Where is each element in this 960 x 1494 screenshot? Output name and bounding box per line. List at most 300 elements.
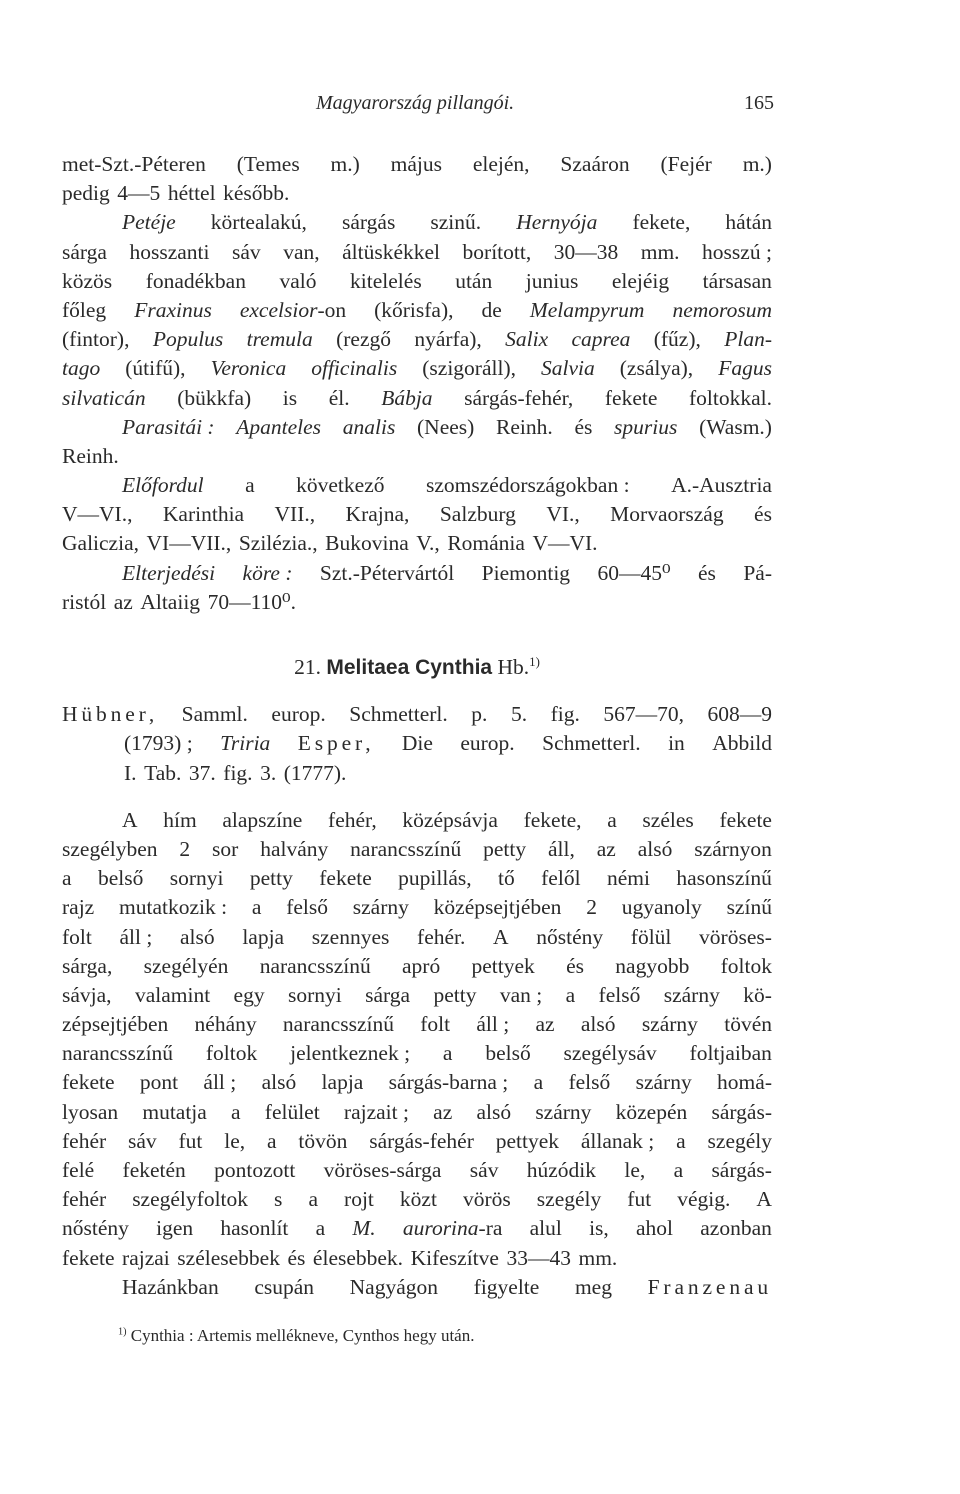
word: pettyek — [471, 953, 535, 978]
running-header — [0, 92, 960, 122]
word: húzódik — [526, 1158, 597, 1182]
author-name: Hübner, — [62, 702, 159, 727]
word: Petéje — [122, 210, 176, 235]
word: tövön — [298, 1128, 348, 1153]
word: mm. — [578, 1245, 618, 1270]
species-name: Populus — [152, 327, 224, 352]
word: fekete — [604, 385, 658, 410]
word: foltjaiban — [689, 1041, 772, 1066]
word: ugyanoly — [621, 895, 702, 920]
word — [240, 296, 346, 325]
species-name: M. — [352, 1216, 376, 1241]
word: Samml. — [181, 702, 248, 727]
word: következő — [296, 473, 385, 498]
word: pettyek — [495, 1128, 560, 1153]
footnote-marker: 1) — [118, 1326, 127, 1338]
word: (1777). — [283, 760, 347, 785]
word: apró — [402, 953, 441, 978]
word: a — [442, 1041, 453, 1066]
species-heading — [62, 653, 772, 682]
word: V., — [416, 531, 440, 556]
word: sárgás- — [711, 1099, 772, 1124]
text-line — [62, 296, 772, 325]
word: Bábja — [381, 385, 433, 410]
word: m.) — [330, 152, 360, 176]
word: szárny — [352, 895, 409, 920]
text-line — [62, 179, 772, 208]
word: felső — [568, 1070, 611, 1095]
word: Schmetterl. — [542, 731, 641, 756]
word: ahol — [636, 1216, 674, 1241]
word: fekete — [319, 866, 372, 891]
word: szennyes — [311, 924, 390, 949]
spacer — [62, 682, 772, 700]
text-line — [62, 806, 772, 835]
text-line — [62, 1010, 772, 1039]
text-line — [62, 864, 772, 893]
word: feketén — [122, 1158, 186, 1182]
text-line — [62, 325, 772, 354]
word: van, — [283, 239, 320, 264]
reference-line — [62, 759, 772, 788]
word: szegély — [707, 1128, 772, 1153]
word: A — [756, 1187, 772, 1212]
word: 30—38 — [553, 239, 619, 264]
species-epithet: tremula — [246, 327, 313, 352]
word: valamint — [134, 982, 211, 1007]
word: (kőrisfa), — [374, 297, 454, 322]
word: Die — [401, 731, 433, 756]
species-name: Salix — [505, 327, 549, 352]
word: alapszíne — [222, 807, 303, 832]
text-line — [62, 1098, 772, 1127]
word: május — [390, 152, 443, 176]
word: (Wasm.) — [699, 414, 772, 439]
word: áll ; — [119, 924, 153, 949]
text-line — [62, 413, 772, 442]
word: rojt — [344, 1187, 374, 1212]
text-line — [62, 923, 772, 952]
word: a — [231, 1099, 241, 1124]
word: petty — [433, 982, 477, 1007]
word: később. — [223, 181, 290, 206]
word: és — [698, 560, 716, 585]
word: halvány — [260, 836, 329, 861]
species-epithet: nemorosum — [672, 297, 772, 322]
word: VII., — [274, 502, 316, 527]
text-line — [62, 208, 772, 237]
species-epithet: spurius — [614, 414, 678, 439]
word: (fűz), — [653, 327, 701, 352]
word: fehér. — [417, 924, 466, 949]
word: fonadékban — [145, 268, 246, 293]
word: fekete, — [632, 210, 691, 235]
word: (zsálya), — [619, 356, 694, 381]
text-line — [62, 150, 772, 179]
word: az — [113, 589, 133, 614]
word: köre : — [242, 560, 293, 585]
word: sávja, — [62, 982, 112, 1007]
word: Bukovina — [325, 531, 409, 556]
text-line — [62, 981, 772, 1010]
word: p. — [471, 702, 488, 727]
word: hím — [163, 807, 197, 832]
word: Karinthia — [162, 502, 245, 527]
word: alsó — [180, 924, 215, 949]
word: le, — [224, 1128, 246, 1153]
word: fig. — [550, 702, 580, 727]
word: Schmetterl. — [349, 702, 448, 727]
reference-line — [62, 700, 772, 729]
word: állanak ; — [580, 1128, 655, 1153]
species-name: Apanteles — [236, 414, 322, 439]
page-body — [62, 150, 772, 1302]
word: sárga, — [62, 953, 113, 978]
word: a — [676, 1128, 686, 1153]
word: 60—45⁰ — [597, 560, 671, 585]
word: a — [673, 1158, 684, 1182]
word: is, — [589, 1216, 609, 1241]
word: szinű. — [430, 210, 482, 235]
species-name: Fagus — [718, 356, 772, 381]
word: Románia — [447, 531, 525, 556]
text-line — [62, 588, 772, 617]
word: A — [493, 924, 509, 949]
word: felület — [264, 1099, 320, 1124]
author-name: Franzenau — [647, 1274, 772, 1299]
word: hátán — [725, 210, 772, 235]
word: foltok — [205, 1041, 258, 1066]
word: (fintor), — [62, 327, 130, 352]
species-epithet: caprea — [571, 327, 631, 352]
word: pont — [139, 1070, 179, 1095]
word: 5. — [510, 702, 528, 727]
word: és — [287, 1245, 306, 1270]
word: áll, — [548, 836, 575, 861]
word: fölül — [630, 924, 672, 949]
word: sárgás-fehér, — [464, 385, 574, 410]
word: pontozott — [214, 1158, 296, 1182]
word: sárgás- — [711, 1158, 772, 1182]
word: 4—5 — [117, 181, 161, 206]
text-line — [62, 559, 772, 588]
word: (Fejér — [660, 152, 712, 176]
text-line — [62, 1127, 772, 1156]
word: elején, — [472, 152, 530, 176]
word: fehér — [62, 1187, 107, 1212]
word: vörös — [462, 1187, 511, 1212]
text-line — [62, 1156, 772, 1185]
word: fehér — [62, 1128, 107, 1153]
species-title: Melitaea Cynthia — [326, 656, 493, 679]
word: lyosan — [62, 1099, 119, 1124]
word: nőstény — [536, 924, 604, 949]
word: narancsszínű — [62, 1041, 174, 1066]
word: Reinh. — [62, 443, 119, 468]
word: tő — [498, 866, 515, 891]
word: sárgás-fehér — [369, 1128, 474, 1153]
word: fekete — [719, 807, 772, 832]
word: 3. — [260, 760, 277, 785]
word: a — [245, 473, 255, 498]
footnote-text: Cynthia : Artemis mellékneve, Cynthos hegy után. — [130, 1326, 475, 1345]
word: fehér, — [328, 807, 377, 832]
word: hasonlít — [220, 1216, 289, 1241]
suffix: -on — [317, 297, 347, 322]
word: folt — [420, 1012, 451, 1037]
text-line — [62, 267, 772, 296]
species-name: Veronica — [210, 356, 287, 381]
running-title: Magyarország pillangói. — [316, 92, 515, 114]
species-epithet: officinalis — [311, 356, 398, 381]
word: nagyobb — [615, 953, 690, 978]
word: szegély — [536, 1187, 602, 1212]
word: Abbild — [712, 731, 772, 756]
word: 2 — [586, 895, 597, 920]
word: színű — [726, 895, 772, 920]
word: A.-Ausztria — [671, 473, 772, 498]
word: közös — [62, 268, 113, 293]
word: és — [566, 953, 584, 978]
word: sárgás-barna ; — [388, 1070, 509, 1095]
word: 37. — [188, 760, 216, 785]
word: 33—43 — [506, 1245, 571, 1270]
word: felé — [62, 1158, 95, 1182]
word: Kifeszítve — [410, 1245, 499, 1270]
word: alsó — [476, 1099, 512, 1124]
word: fekete, — [523, 807, 582, 832]
species-epithet: excelsior — [239, 297, 318, 322]
word: (Temes — [236, 152, 300, 176]
word: Morvaország — [610, 502, 724, 527]
word: áltüskékkel — [342, 239, 441, 264]
text-line — [62, 354, 772, 383]
word: szegélysáv — [563, 1041, 657, 1066]
word: mm. — [640, 239, 680, 264]
word: az — [596, 836, 616, 861]
word: sárgás — [341, 210, 396, 235]
word: in — [668, 731, 685, 756]
word: Tab. — [144, 760, 182, 785]
word: vöröses- — [699, 924, 772, 949]
word: Altaiig — [140, 589, 201, 614]
word: felső — [598, 982, 641, 1007]
word: elejéig — [611, 268, 670, 293]
word: élesebbek. — [312, 1245, 404, 1270]
word: sárga — [62, 239, 107, 264]
word: a — [267, 1128, 277, 1153]
word: Parasitái : — [122, 414, 215, 439]
word: rajz — [62, 895, 95, 920]
text-line — [62, 500, 772, 529]
word: belső — [97, 866, 144, 891]
word: ristól — [62, 589, 107, 614]
species-number: 21. — [294, 655, 321, 679]
word: Pá- — [743, 560, 772, 585]
word: sornyi — [287, 982, 342, 1007]
word: 567—70, — [603, 702, 684, 727]
footnote — [118, 1326, 474, 1346]
word: szegélyfoltok — [132, 1187, 249, 1212]
word: europ. — [271, 702, 326, 727]
word: Galiczia, — [62, 531, 139, 556]
word: pupillás, — [398, 866, 472, 891]
word: I. — [124, 760, 137, 785]
word: csupán — [254, 1274, 315, 1299]
word: a — [533, 1070, 544, 1095]
word: foltok — [720, 953, 772, 978]
footnote-marker: 1) — [529, 654, 540, 669]
word: alsó — [637, 836, 673, 861]
species-name: Plan- — [724, 327, 772, 352]
word: mutatja — [142, 1099, 207, 1124]
reference-line — [62, 729, 772, 758]
word: kö- — [743, 982, 772, 1007]
page-number: 165 — [744, 92, 774, 114]
word: meg — [574, 1274, 612, 1299]
word: kitelelés — [350, 268, 422, 293]
word: fekete — [62, 1245, 115, 1270]
text-line — [62, 238, 772, 267]
word: sornyi — [169, 866, 224, 891]
word: alsó — [580, 1012, 616, 1037]
word: V—VI., — [62, 502, 133, 527]
species-name: Melampyrum — [529, 297, 645, 322]
word: m.) — [742, 152, 772, 176]
description-paragraph — [62, 806, 772, 1215]
word: sáv — [232, 239, 261, 264]
suffix: -ra — [478, 1216, 503, 1241]
word: (Nees) — [417, 414, 475, 439]
word: néhány — [194, 1012, 257, 1037]
species-epithet: silvaticán — [62, 385, 146, 410]
word: jelentkeznek ; — [290, 1041, 411, 1066]
species-author: Hb. — [497, 655, 530, 679]
word: hosszú ; — [702, 239, 772, 264]
text-line — [62, 1214, 772, 1243]
text-line — [62, 952, 772, 981]
word: közt — [399, 1187, 437, 1212]
word: szélesebbek — [177, 1245, 280, 1270]
author-name: Esper, — [297, 731, 375, 756]
word: zépsejtjében — [62, 1012, 169, 1037]
word: le, — [624, 1158, 646, 1182]
word: petty — [249, 866, 293, 891]
word: fekete — [62, 1070, 115, 1095]
word: europ. — [460, 731, 515, 756]
word: met-Szt.-Péteren — [62, 152, 206, 176]
word: is — [282, 385, 298, 410]
word: nőstény — [62, 1216, 129, 1241]
word: s — [274, 1187, 283, 1212]
word: a — [308, 1187, 318, 1212]
word: fig. — [223, 760, 253, 785]
word: lapja — [242, 924, 285, 949]
word: rajzait ; — [343, 1099, 409, 1124]
word: a — [315, 1216, 326, 1241]
word: Krajna, — [345, 502, 410, 527]
word: A — [122, 807, 138, 832]
word: egy — [233, 982, 265, 1007]
word: Előfordul — [122, 473, 204, 498]
word: a — [251, 895, 262, 920]
word: áll ; — [476, 1012, 510, 1037]
word: körtealakú, — [210, 210, 307, 235]
word: narancsszínű — [350, 836, 462, 861]
word: de — [481, 297, 502, 322]
word: fut — [627, 1187, 652, 1212]
spacer — [62, 617, 772, 653]
word: szárny — [635, 1070, 692, 1095]
word: szomszédországokban : — [425, 473, 630, 498]
word: Szaáron — [560, 152, 630, 176]
word: nyárfa), — [414, 327, 482, 352]
word: (szigoráll), — [422, 356, 516, 381]
word: 608—9 — [707, 702, 772, 727]
word: belső — [485, 1041, 531, 1066]
word: figyelte — [473, 1274, 540, 1299]
word: rajzai — [122, 1245, 170, 1270]
word: (bükkfa) — [177, 385, 252, 410]
word: hosszanti — [129, 239, 210, 264]
word: sáv — [469, 1158, 499, 1182]
word: sárga — [365, 982, 411, 1007]
word: széles — [642, 807, 694, 832]
word: és — [574, 414, 593, 439]
word: és — [754, 502, 772, 527]
word: 2 — [179, 836, 191, 861]
word: V—VI. — [532, 531, 598, 556]
word: VI., — [546, 502, 580, 527]
word: (útifű), — [125, 356, 186, 381]
word: sor — [212, 836, 239, 861]
word: Szt.-Pétervártól — [319, 560, 455, 585]
word — [403, 1214, 503, 1243]
word: főleg — [62, 297, 107, 322]
word: Nagyágon — [349, 1274, 439, 1299]
word: végig. — [677, 1187, 731, 1212]
species-name: Triria — [220, 731, 271, 756]
word: sáv — [128, 1128, 157, 1153]
species-name: Fraxinus — [134, 297, 212, 322]
word: mutatkozik : — [119, 895, 228, 920]
text-line — [62, 1039, 772, 1068]
word: VI—VII., — [146, 531, 232, 556]
word: szárnyon — [694, 836, 772, 861]
word: igen — [156, 1216, 194, 1241]
word: pedig — [62, 181, 110, 206]
word: szegélyben — [62, 836, 158, 861]
word: Elterjedési — [122, 560, 216, 585]
word: után — [455, 268, 493, 293]
word: Szilézia., — [238, 531, 318, 556]
text-line — [62, 529, 772, 558]
word: szárny — [663, 982, 720, 1007]
text-line — [62, 1273, 772, 1302]
word: szárny — [535, 1099, 592, 1124]
word: folt — [62, 924, 92, 949]
word: Piemontig — [481, 560, 571, 585]
text-line — [62, 1244, 772, 1273]
word: van ; — [499, 982, 543, 1007]
word: felső — [286, 895, 328, 920]
word: homá- — [717, 1070, 772, 1095]
word: némi — [606, 866, 650, 891]
text-line — [62, 1185, 772, 1214]
word: 70—110⁰. — [207, 589, 297, 614]
text-line — [62, 442, 772, 471]
word: az — [535, 1012, 555, 1037]
